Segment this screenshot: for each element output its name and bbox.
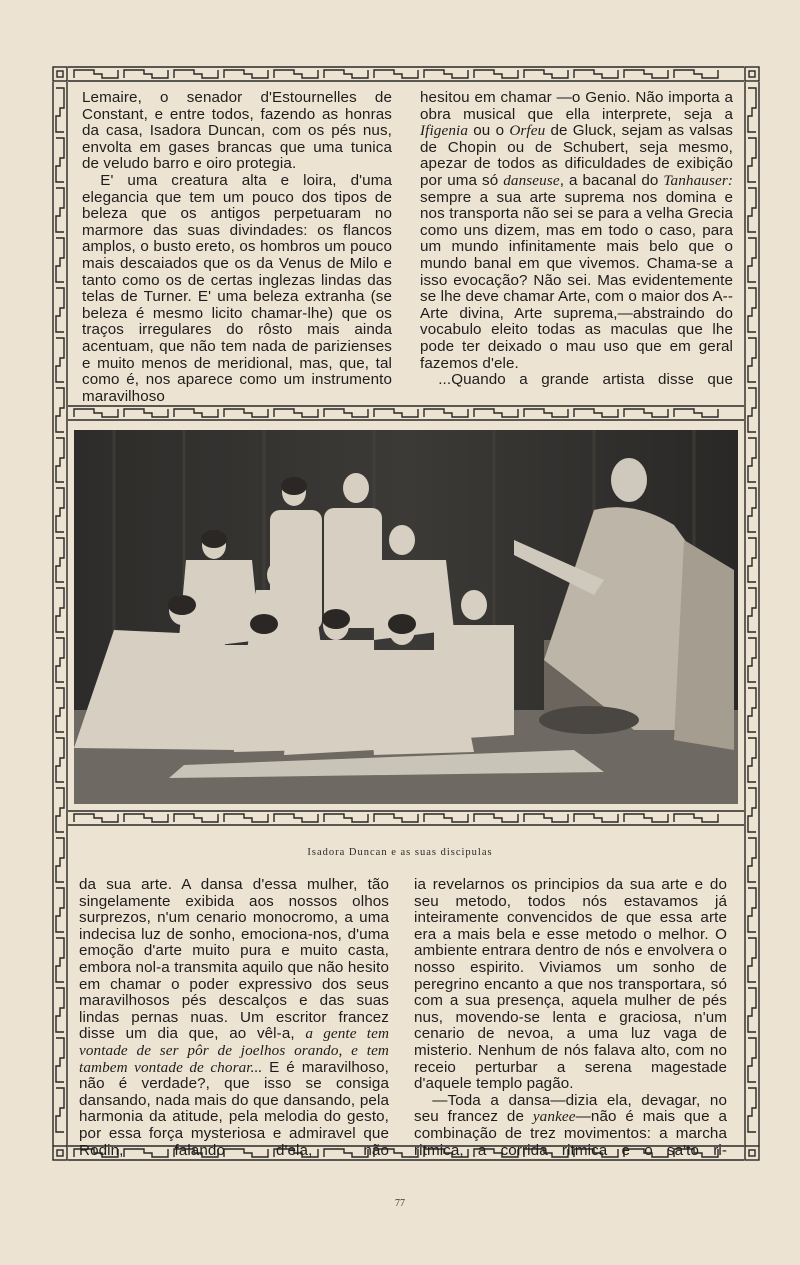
paragraph: hesitou em chamar —o Genio. Não importa a obra musical que ella interprete, seja a Ifigenia ou o Orfeu de Gluck, sejam as valsas de Chopin ou de Schubert, seja mesmo, apezar de todos as dificuldades de exibição por uma só danseuse, a bacanal do Tanhauser: sempre a sua arte suprema nos domina e nos transporta não sei se para a velha Grecia como uns dizem, mas em todo o caso, para um mundo infinitamente mais belo que o mundo banal em que vivemos. Chama-se a isso evocação? Não sei. Mas evidentemente se lhe deve chamar Arte, com o maior dos A--Arte divina, Arte suprema,—abstraindo do vocabulo eleito todas as maculas que lhe pode ter deixado o mau uso que em geral fazemos d'ele. bbox=[420, 89, 734, 372]
paragraph: E' uma creatura alta e loira, d'uma elegancia que tem um pouco dos tipos de beleza que os antigos perpetuaram no marmore das suas divindades: os flancos amplos, o busto ereto, os hombros um pouco mais descaiados que os da Venus de Milo e tanto como os de certas inglezas lindas das telas de Turner. E' uma beleza extranha (se beleza é mesmo licito chamar-lhe) que os traços irregulares do rôsto mais ainda acentuam, que não tem nada de parizienses e muito menos de meridional, mas, que, tal como é, nos aparece como um instrumento maravilhoso bbox=[82, 171, 392, 405]
page-number: 77 bbox=[395, 1198, 405, 1209]
bottom-right-column bbox=[414, 877, 727, 1159]
top-left-column bbox=[82, 90, 392, 405]
bottom-left-column bbox=[79, 877, 389, 1159]
paragraph: —Toda a dansa—dizia ela, devagar, no seu francez de yankee—não é mais que a combinação de trez movimentos: a marcha ritmica, a corrida ritmica e o sa'to ri- bbox=[414, 1091, 728, 1159]
top-right-column bbox=[420, 90, 733, 389]
photograph-duncan-and-pupils bbox=[74, 430, 738, 804]
paragraph: Lemaire, o senador d'Estournelles de Constant, e entre todos, fazendo as honras da casa, Isadora Duncan, com os pés nus, envolta em gases brancas que uma tunica de veludo barro e oiro protegia. bbox=[82, 89, 392, 173]
paragraph: da sua arte. A dansa d'essa mulher, tão singelamente exibida aos nossos olhos surprezos, n'um cenario monocromo, a uma indecisa luz de sonho, emociona-nos, d'uma emoção d'arte muito pura e muito casta, embora nol-a transmita aquilo que não hesito em chamar o poder expressivo dos seus maravilhosos pés descalços e das suas lindas pernas nuas. Um escritor francez disse um dia que, ao vêl-a, a gente tem vontade de ser pôr de joelhos orando, e tem tambem vontade de chorar... E é maravilhoso, não é verdade?, que isso se consiga dansando, nada mais do que dansando, pela harmonia da atitude, pela melodia do gesto, por essa força mysteriosa e admiravel que Rodin, falando d'ela, não bbox=[79, 876, 390, 1159]
paragraph: ia revelarnos os principios da sua arte e do seu metodo, todos nós estavamos já inteiramente convencidos de que essa arte era a mais bela e esse metodo o melhor. O ambiente entrara dentro de nós e envolvera o nosso espirito. Viviamos um sonho de peregrino encanto a que nos transportara, só com a sua presença, aquela mulher de pés nus, movendo-se lenta e graciosa, n'um cenario de nevoa, a uma luz vaga de misterio. Nenhum de nós falava alto, com no receio perturbar a serena magestade d'aquele templo pagão. bbox=[414, 876, 727, 1093]
photo-caption: Isadora Duncan e as suas discipulas bbox=[307, 847, 493, 858]
paragraph: ...Quando a grande artista disse que bbox=[438, 371, 733, 389]
